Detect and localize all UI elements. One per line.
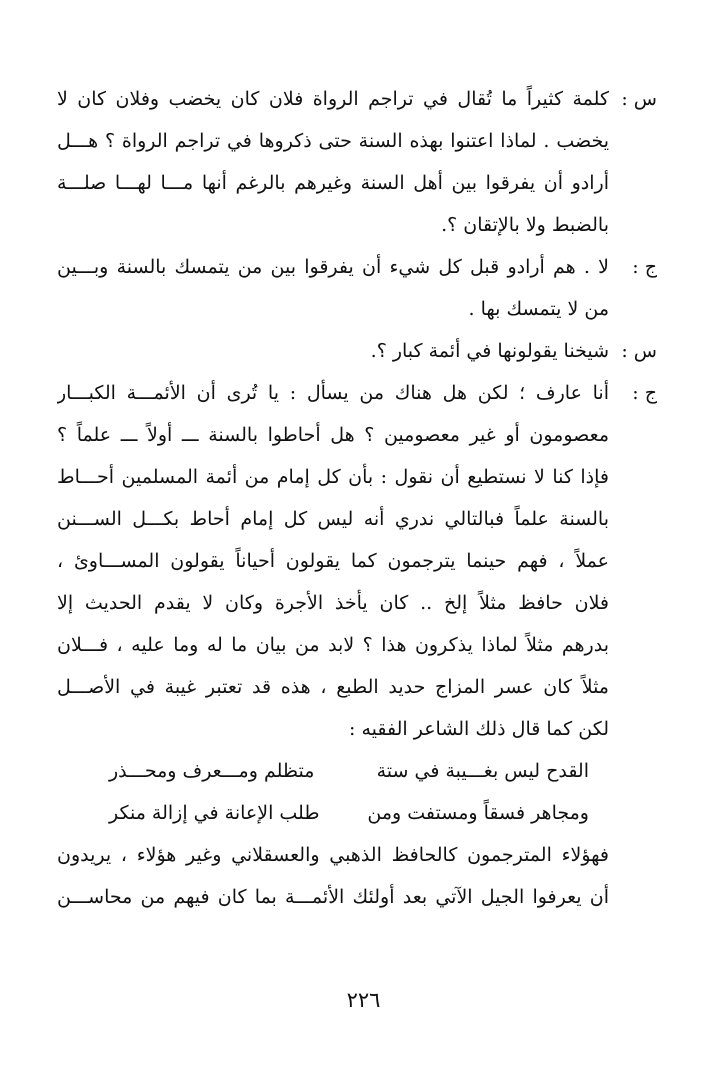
page-text bbox=[57, 78, 657, 918]
text-line: فإذا كنا لا نستطيع أن نقول : بأن كل إمام من أئمة المسلمين أحـــاط bbox=[57, 466, 609, 488]
verse-first-hemistich: ومجاهر فسقاً ومستفت ومن bbox=[367, 802, 589, 824]
answer-label: ج : bbox=[632, 382, 657, 404]
question-label: س : bbox=[621, 88, 657, 110]
text-line: مثلاً كان عسر المزاج حديد الطبع ، هذه قد تعتبر غيبة في الأصـــل bbox=[57, 676, 609, 698]
text-line: أن يعرفوا الجيل الآتي بعد أولئك الأئمـــة بما كان فيهم من محاســـن bbox=[57, 886, 609, 908]
answer-2-body bbox=[57, 372, 609, 834]
text-line: أنا عارف ؛ لكن هل هناك من يسأل : يا تُرى أن الأئمـــة الكبـــار bbox=[57, 382, 609, 404]
question-1-body bbox=[57, 78, 609, 246]
text-line: عملاً ، فهم حينما يترجمون كما يقولون أحياناً يقولون المســـاوئ ، bbox=[57, 550, 609, 572]
text-line: بالسنة علماً فبالتالي ندري أنه ليس كل إمام أحاط بكـــل الســـنن bbox=[57, 508, 609, 530]
question-label: س : bbox=[621, 340, 657, 362]
text-line: أرادو أن يفرقوا بين أهل السنة وغيرهم بالرغم أنها مـــا لهـــا صلـــة bbox=[57, 172, 609, 194]
closing-paragraph bbox=[57, 834, 609, 918]
answer-label: ج : bbox=[632, 256, 657, 278]
question-1 bbox=[57, 78, 657, 246]
question-2 bbox=[57, 330, 657, 372]
text-line: لا . هم أرادو قبل كل شيء أن يفرقوا بين من يتمسك بالسنة وبـــين bbox=[57, 256, 609, 278]
text-line: فلان حافظ مثلاً إلخ .. كان يأخذ الأجرة وكان لا يقدم الحديث إلا bbox=[57, 592, 609, 614]
text-line: فهؤلاء المترجمون كالحافظ الذهبي والعسقلاني وغير هؤلاء ، يريدون bbox=[57, 844, 609, 866]
text-line: من لا يتمسك بها . bbox=[468, 298, 609, 320]
verse-second-hemistich: متظلم ومـــعرف ومحـــذر bbox=[109, 760, 315, 782]
text-line: بالضبط ولا بالإتقان ؟. bbox=[441, 214, 609, 236]
answer-2 bbox=[57, 372, 657, 834]
verse-second-hemistich: طلب الإعانة في إزالة منكر bbox=[109, 802, 320, 824]
question-2-body bbox=[57, 330, 609, 372]
text-line: بدرهم مثلاً لماذا يذكرون هذا ؟ لابد من بيان ما له وما عليه ، فـــلان bbox=[57, 634, 609, 656]
poem-verse bbox=[109, 792, 589, 834]
text-line: معصومون أو غير معصومين ؟ هل أحاطوا بالسنة ـــ أولاً ـــ علماً ؟ bbox=[57, 424, 609, 446]
text-line: يخضب . لماذا اعتنوا بهذه السنة حتى ذكروها في تراجم الرواة ؟ هـــل bbox=[57, 130, 609, 152]
text-line: لكن كما قال ذلك الشاعر الفقيه : bbox=[349, 718, 609, 740]
text-line: شيخنا يقولونها في أئمة كبار ؟. bbox=[370, 340, 609, 362]
answer-1-body bbox=[57, 246, 609, 330]
answer-1 bbox=[57, 246, 657, 330]
text-line: كلمة كثيراً ما تُقال في تراجم الرواة فلان كان يخضب وفلان كان لا bbox=[57, 88, 609, 110]
page-number: ٢٢٦ bbox=[346, 988, 381, 1012]
verse-first-hemistich: القدح ليس بغـــيبة في ستة bbox=[376, 760, 589, 782]
poem-verse bbox=[109, 750, 589, 792]
